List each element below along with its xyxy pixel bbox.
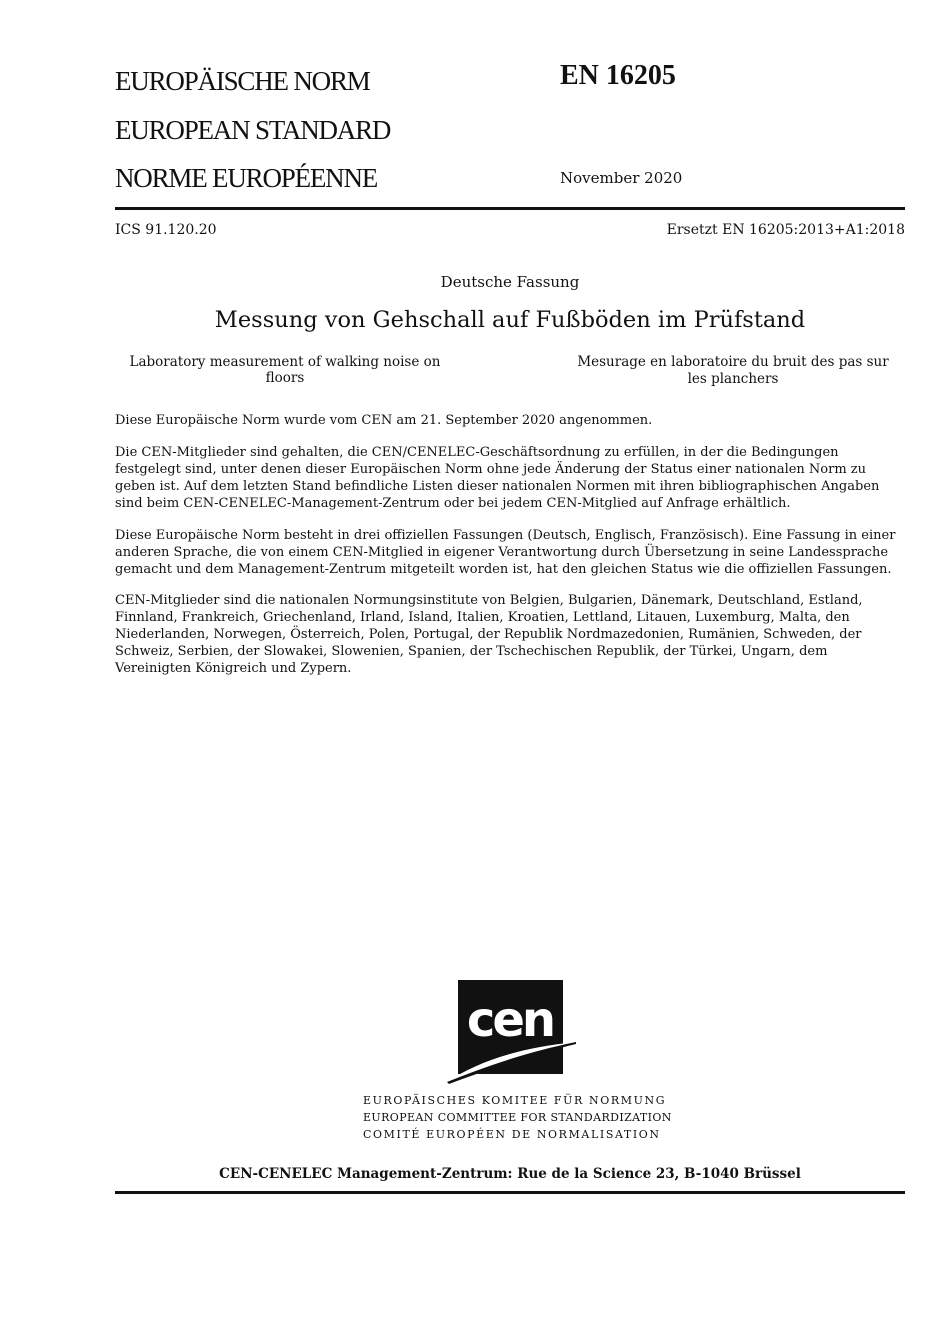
publication-date: November 2020 — [560, 169, 683, 187]
footer-divider — [115, 1191, 905, 1194]
supersedes-note: Ersetzt EN 16205:2013+A1:2018 — [666, 222, 905, 238]
cen-logo-text: cen — [466, 992, 554, 1048]
title-english-translation: Laboratory measurement of walking noise on floors — [129, 354, 441, 386]
committee-name-english: EUROPEAN COMMITTEE FOR STANDARDIZATION — [363, 1111, 672, 1124]
document-title: Messung von Gehschall auf Fußböden im Prüfstand — [214, 307, 806, 333]
language-version: Deutsche Fassung — [440, 273, 580, 291]
title-french-translation: Mesurage en laboratoire du bruit des pas sur les planchers — [577, 354, 889, 387]
header-divider — [115, 207, 905, 210]
obligations-paragraph: Die CEN-Mitglieder sind gehalten, die CEN/CENELEC-Geschäftsordnung zu erfüllen, in der die Bedingungen festgelegt sind, unter denen dieser Europäischen Norm ohne jede Änderung der Status einer nationalen Norm zu geben ist. Auf dem letzten Stand befindliche Listen dieser nationalen Normen mit ihren bibliographischen Angaben sind beim CEN-CENELEC-Management-Zentrum oder bei jedem CEN-Mitglied auf Anfrage erhältlich. — [115, 445, 880, 511]
members-paragraph: CEN-Mitglieder sind die nationalen Normungsinstitute von Belgien, Bulgarien, Dänemark, Deutschland, Estland, Finnland, Frankreich, Griechenland, Irland, Island, Italien, Kroatien, Lettland, Litauen, Luxemburg, Malta, den Niederlanden, Norwegen, Österreich, Polen, Portugal, der Republik Nordmazedonien, Rumänien, Schweden, der Schweiz, Serbien, der Slowakei, Slowenien, Spanien, der Tschechischen Republik, der Türkei, Ungarn, dem Vereinigten Königreich und Zypern. — [115, 593, 863, 676]
title-german: EUROPÄISCHE NORM — [115, 66, 370, 96]
management-centre-address: CEN-CENELEC Management-Zentrum: Rue de la Science 23, B-1040 Brüssel — [219, 1166, 801, 1182]
versions-paragraph: Diese Europäische Norm besteht in drei offiziellen Fassungen (Deutsch, Englisch, Französisch). Eine Fassung in einer anderen Sprache, die von einem CEN-Mitglied in eigener Verantwortung durch Übersetzung in seine Landessprache gemacht und dem Management-Zentrum mitgeteilt worden ist, hat den gleichen Status wie die offiziellen Fassungen. — [115, 528, 896, 577]
standard-number: EN 16205 — [560, 60, 676, 91]
committee-name-german: EUROPÄISCHES KOMITEE FÜR NORMUNG — [363, 1094, 667, 1107]
title-english: EUROPEAN STANDARD — [115, 115, 391, 145]
adoption-paragraph: Diese Europäische Norm wurde vom CEN am 21. September 2020 angenommen. — [115, 413, 653, 428]
title-french: NORME EUROPÉENNE — [115, 163, 378, 193]
cen-logo — [447, 978, 577, 1086]
committee-name-french: COMITÉ EUROPÉEN DE NORMALISATION — [363, 1128, 661, 1141]
ics-code: ICS 91.120.20 — [115, 222, 217, 238]
